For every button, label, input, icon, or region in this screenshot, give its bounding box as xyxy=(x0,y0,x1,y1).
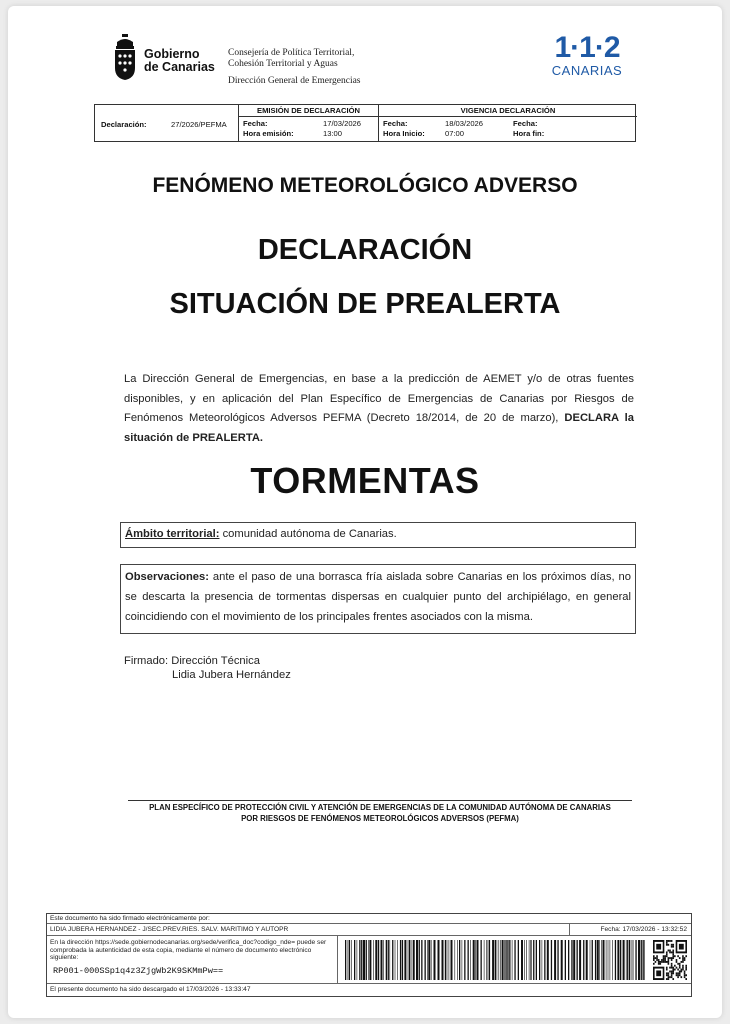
logo-112-canarias xyxy=(542,32,632,78)
firma-name: Lidia Jubera Hernández xyxy=(172,669,291,681)
firma-fecha: Fecha: 17/03/2026 - 13:32:52 xyxy=(600,926,687,933)
firmante-text: LIDIA JUBERA HERNANDEZ - J/SEC.PREV.RIES. SALV. MARITIMO Y AUTOPR xyxy=(50,926,289,933)
paragraph-bold-text: DECLARA la situación de PREALERTA. xyxy=(124,412,634,444)
direccion-general: Dirección General de Emergencias xyxy=(228,76,361,86)
declaration-id-cell xyxy=(95,105,239,141)
vigencia-hora-fin-label: Hora fin: xyxy=(513,129,545,138)
ambito-box xyxy=(120,522,636,548)
logo-112-number: 1·1·2 xyxy=(554,31,620,64)
declaration-label: Declaración: xyxy=(101,120,147,129)
gobierno-line2: de Canarias xyxy=(144,60,215,74)
firma-line: Firmado: Dirección Técnica xyxy=(124,655,260,667)
verification-code: RP001-000SSp1q4z3ZjgWb2K9SKMmPw== xyxy=(53,966,224,976)
descargado-text: El presente documento ha sido descargado el 17/03/2026 - 13:33:47 xyxy=(50,986,251,993)
vigencia-hora-inicio-label: Hora Inicio: xyxy=(383,129,425,138)
firma-block xyxy=(124,654,291,682)
emision-title: EMISIÓN DE DECLARACIÓN xyxy=(239,105,378,117)
consejeria-line2: Cohesión Territorial y Aguas xyxy=(228,59,338,69)
title-tormentas: TORMENTAS xyxy=(250,460,480,501)
declaration-paragraph xyxy=(124,370,634,448)
emision-cell xyxy=(239,105,379,141)
vigencia-cell xyxy=(379,105,637,141)
declaration-value: 27/2026/PEFMA xyxy=(171,120,227,129)
vigencia-title: VIGENCIA DECLARACIÓN xyxy=(379,105,637,117)
coat-of-arms-icon xyxy=(112,34,138,80)
plan-line2: POR RIESGOS DE FENÓMENOS METEOROLÓGICOS ADVERSOS (PEFMA) xyxy=(241,814,519,823)
gobierno-canarias-logo xyxy=(112,34,232,84)
plan-footer xyxy=(108,802,652,824)
vigencia-fecha-label: Fecha: xyxy=(383,119,408,128)
vigencia-fecha-fin-label: Fecha: xyxy=(513,119,538,128)
verification-separator xyxy=(337,936,338,984)
observaciones-label: Observaciones: xyxy=(125,571,209,583)
firmante-separator xyxy=(569,924,570,936)
ambito-label: Ámbito territorial: xyxy=(125,528,220,540)
vigencia-fecha-value: 18/03/2026 xyxy=(445,119,484,128)
observaciones-text: ante el paso de una borrasca fría aislada sobre Canarias en los próximos días, no se descarta la presencia de tormentas dispersas en cualquier punto del archipiélago, en general coincidiendo con el movimiento de los principales frentes asociados con la misma. xyxy=(125,571,631,623)
firmado-text: Este documento ha sido firmado electrónicamente por: xyxy=(47,914,691,924)
verification-row xyxy=(47,936,691,984)
gobierno-line1: Gobierno xyxy=(144,47,200,61)
ambito-text: comunidad autónoma de Canarias. xyxy=(219,528,397,540)
declaration-table xyxy=(94,104,636,142)
document-page xyxy=(8,6,722,1018)
verification-footer xyxy=(46,913,692,997)
firmante-row xyxy=(47,924,691,936)
title-declaracion: DECLARACIÓN xyxy=(257,234,473,266)
vigencia-hora-inicio-value: 07:00 xyxy=(445,129,465,138)
title-situacion: SITUACIÓN DE PREALERTA xyxy=(169,288,561,320)
observaciones-box xyxy=(120,564,636,634)
gobierno-text xyxy=(144,48,215,74)
emision-fecha-value: 17/03/2026 xyxy=(323,119,362,128)
consejeria-line1: Consejería de Política Territorial, xyxy=(228,48,355,58)
consejeria-block xyxy=(228,48,361,87)
emision-hora-value: 13:00 xyxy=(323,129,343,138)
logo-112-subtitle: CANARIAS xyxy=(551,63,623,78)
qr-code-icon xyxy=(653,940,687,980)
barcode-icon xyxy=(345,940,645,980)
emision-hora-label: Hora emisión: xyxy=(243,129,294,138)
emision-fecha-label: Fecha: xyxy=(243,119,268,128)
paragraph-text: La Dirección General de Emergencias, en base a la predicción de AEMET y/o de otras fuentes disponibles, y en aplicación del Plan Específico de Emergencias de Canarias por Riesgos de Fenómenos Meteorológicos Adversos PEFMA (Decreto 18/2014, de 20 de marzo), xyxy=(124,373,634,424)
plan-divider xyxy=(128,800,632,801)
plan-line1: PLAN ESPECÍFICO DE PROTECCIÓN CIVIL Y ATENCIÓN DE EMERGENCIAS DE LA COMUNIDAD AUTÓNOMA DE CANARIAS xyxy=(149,803,611,812)
title-fenomeno: FENÓMENO METEOROLÓGICO ADVERSO xyxy=(152,174,578,197)
verification-url-text: En la dirección https://sede.gobiernodecanarias.org/sede/verifica_doc?codigo_nde= puede ser comprobada la autenticidad de esta copia, mediante el número de documento electrónico siguiente: xyxy=(50,939,327,961)
